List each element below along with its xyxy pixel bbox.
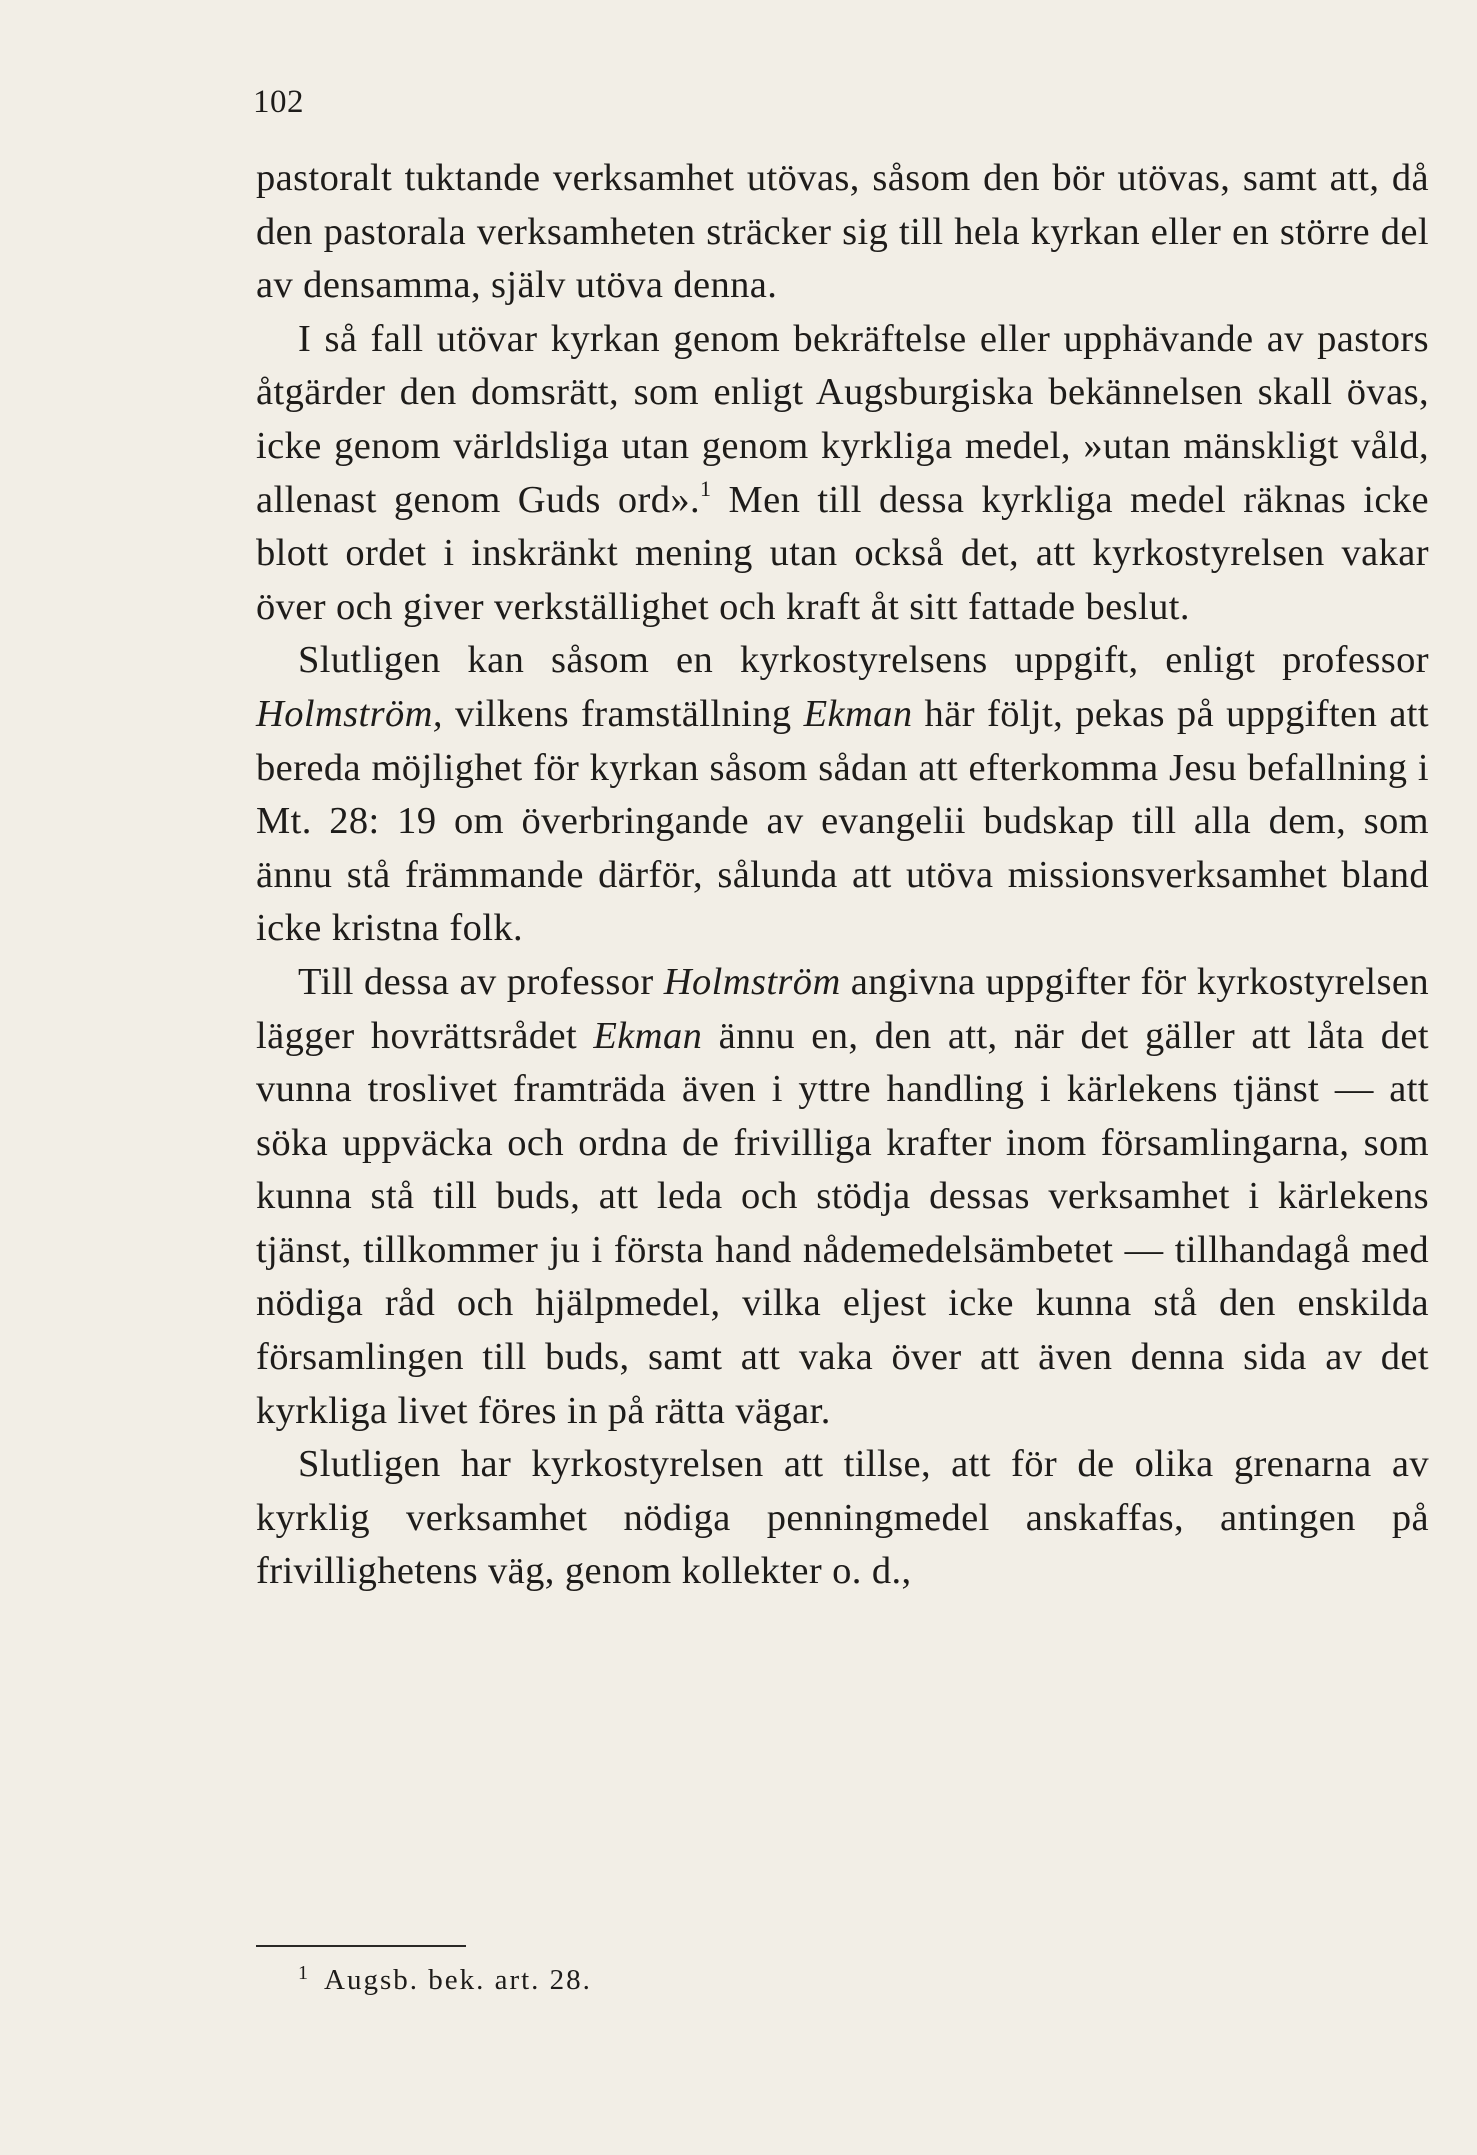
italic-name: Holmström bbox=[663, 960, 841, 1003]
text-run: pastoralt tuktande verksamhet utövas, såsom den bör utövas, samt att, då den pastorala verksamheten sträcker sig till hela kyrkan eller en större del av densamma, själv utöva denna. bbox=[256, 157, 1429, 307]
footnote-text: Augsb. bek. art. 28. bbox=[324, 1964, 592, 1996]
italic-name: Ekman bbox=[593, 1014, 703, 1057]
text-run: Till dessa av professor bbox=[298, 960, 664, 1003]
text-run: I så fall utövar kyrkan genom bekräftelse eller upphävande av pastors åtgärder den domsrätt, som enligt Augsburgiska bekännelsen skall övas, icke genom världsliga utan genom kyrkliga medel, »utan mänskligt våld, allenast genom Guds ord». bbox=[256, 317, 1429, 521]
page-number: 102 bbox=[253, 84, 304, 120]
footnote-divider bbox=[256, 1945, 466, 1947]
italic-name: Ekman bbox=[803, 692, 913, 735]
text-run: vilkens framställning bbox=[442, 692, 804, 735]
italic-name: Holmström, bbox=[256, 692, 443, 735]
text-run: ännu en, den att, när det gäller att låta det vunna troslivet framträda även i yttre handling i kärlekens tjänst — att söka uppväcka och ordna de frivilliga krafter inom församlingarna, som kunna stå till buds, att leda och stödja dessas verksamhet i kärlekens tjänst, tillkommer ju i första hand nådemedelsämbetet — tillhandagå med nödiga råd och hjälpmedel, vilka eljest icke kunna stå den enskilda församlingen till buds, samt att vaka över att även denna sida av det kyrkliga livet föres in på rätta vägar. bbox=[256, 1014, 1429, 1432]
paragraph bbox=[256, 634, 1429, 956]
paragraph-continuation bbox=[256, 152, 1429, 313]
text-run: Slutligen kan såsom en kyrkostyrelsens uppgift, enligt professor bbox=[298, 639, 1429, 682]
paragraph bbox=[256, 313, 1429, 635]
body-text bbox=[256, 152, 1429, 1599]
text-run: Men till dessa kyrkliga medel räknas icke blott ordet i inskränkt mening utan också det, att kyrkostyrelsen vakar över och giver verkställighet och kraft åt sitt fattade beslut. bbox=[256, 478, 1429, 628]
text-run: här följt, pekas på uppgiften att bereda möjlighet för kyrkan såsom sådan att efterkomma Jesu befallning i Mt. 28: 19 om överbringande av evangelii budskap till alla dem, som ännu stå främmande därför, sålunda att utöva missionsverksamhet bland icke kristna folk. bbox=[256, 692, 1430, 950]
paragraph bbox=[256, 1438, 1429, 1599]
text-run: angivna uppgifter för kyrkostyrelsen lägger hovrättsrådet bbox=[256, 960, 1429, 1057]
paragraph bbox=[256, 956, 1429, 1438]
text-run: Slutligen har kyrkostyrelsen att tillse, att för de olika grenarna av kyrklig verksamhet nödiga penningmedel anskaffas, antingen på frivillighetens väg, genom kollekter o. d., bbox=[256, 1443, 1429, 1593]
footnote-marker: 1 bbox=[700, 475, 712, 501]
footnote bbox=[298, 1960, 592, 2000]
footnote-number: 1 bbox=[298, 1962, 310, 1984]
